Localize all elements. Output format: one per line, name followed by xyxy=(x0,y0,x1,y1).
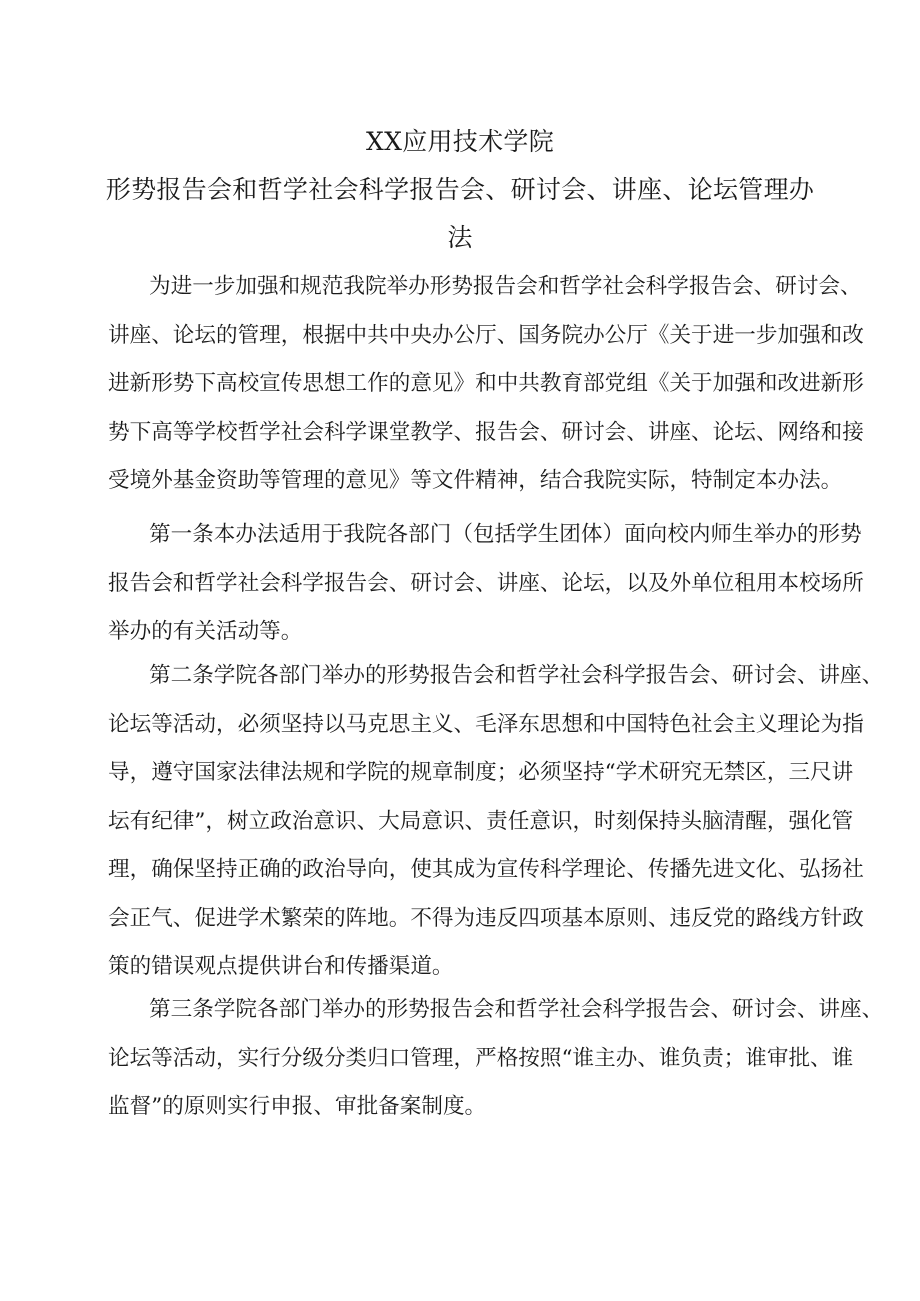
paragraph-line: 报告会和哲学社会科学报告会、研讨会、讲座、论坛，以及外单位租用本校场所 xyxy=(108,570,864,596)
document-title-line: 形势报告会和哲学社会科学报告会、研讨会、讲座、论坛管理办 xyxy=(105,175,815,204)
paragraph-line: 进新形势下高校宣传思想工作的意见》和中共教育部党组《关于加强和改进新形 xyxy=(108,371,864,396)
paragraph-line: 第一条本办法适用于我院各部门（包括学生团体）面向校内师生举办的形势 xyxy=(149,522,862,547)
paragraph-line: 第二条学院各部门举办的形势报告会和哲学社会科学报告会、研讨会、讲座、 xyxy=(149,663,884,688)
paragraph-line: 论坛等活动，必须坚持以马克思主义、毛泽东思想和中国特色社会主义理论为指 xyxy=(108,711,864,737)
paragraph-line: 第三条学院各部门举办的形势报告会和哲学社会科学报告会、研讨会、讲座、 xyxy=(149,997,884,1022)
paragraph-line: 理，确保坚持正确的政治导向，使其成为宣传科学理论、传播先进文化、弘扬社 xyxy=(108,857,864,882)
paragraph-line: 受境外基金资助等管理的意见》等文件精神，结合我院实际，特制定本办法。 xyxy=(108,468,843,493)
article-3-paragraph xyxy=(108,986,884,1132)
paragraph-line: 论坛等活动，实行分级分类归口管理，严格按照“谁主办、谁负责；谁审批、谁 xyxy=(108,1045,854,1071)
document-title-line: 法 xyxy=(447,223,473,252)
paragraph-line: 监督”的原则实行申报、审批备案制度。 xyxy=(108,1094,487,1119)
intro-paragraph xyxy=(108,263,864,506)
paragraph-line: 导，遵守国家法律法规和学院的规章制度；必须坚持“学术研究无禁区，三尺讲 xyxy=(108,760,854,785)
paragraph-line: 坛有纪律”，树立政治意识、大局意识、责任意识，时刻保持头脑清醒，强化管 xyxy=(108,808,854,834)
article-2-paragraph xyxy=(108,652,884,992)
document-institution-title: XX应用技术学院 xyxy=(366,127,554,156)
paragraph-line: 会正气、促进学术繁荣的阵地。不得为违反四项基本原则、违反党的路线方针政 xyxy=(108,905,864,931)
paragraph-line: 策的错误观点提供讲台和传播渠道。 xyxy=(108,954,454,979)
paragraph-line: 举办的有关活动等。 xyxy=(108,619,303,644)
article-1-paragraph xyxy=(108,511,864,657)
paragraph-line: 势下高等学校哲学社会科学课堂教学、报告会、研讨会、讲座、论坛、网络和接 xyxy=(108,419,864,445)
paragraph-line: 讲座、论坛的管理，根据中共中央办公厅、国务院办公厅《关于进一步加强和改 xyxy=(108,322,864,348)
paragraph-line: 为进一步加强和规范我院举办形势报告会和哲学社会科学报告会、研讨会、 xyxy=(149,274,862,299)
